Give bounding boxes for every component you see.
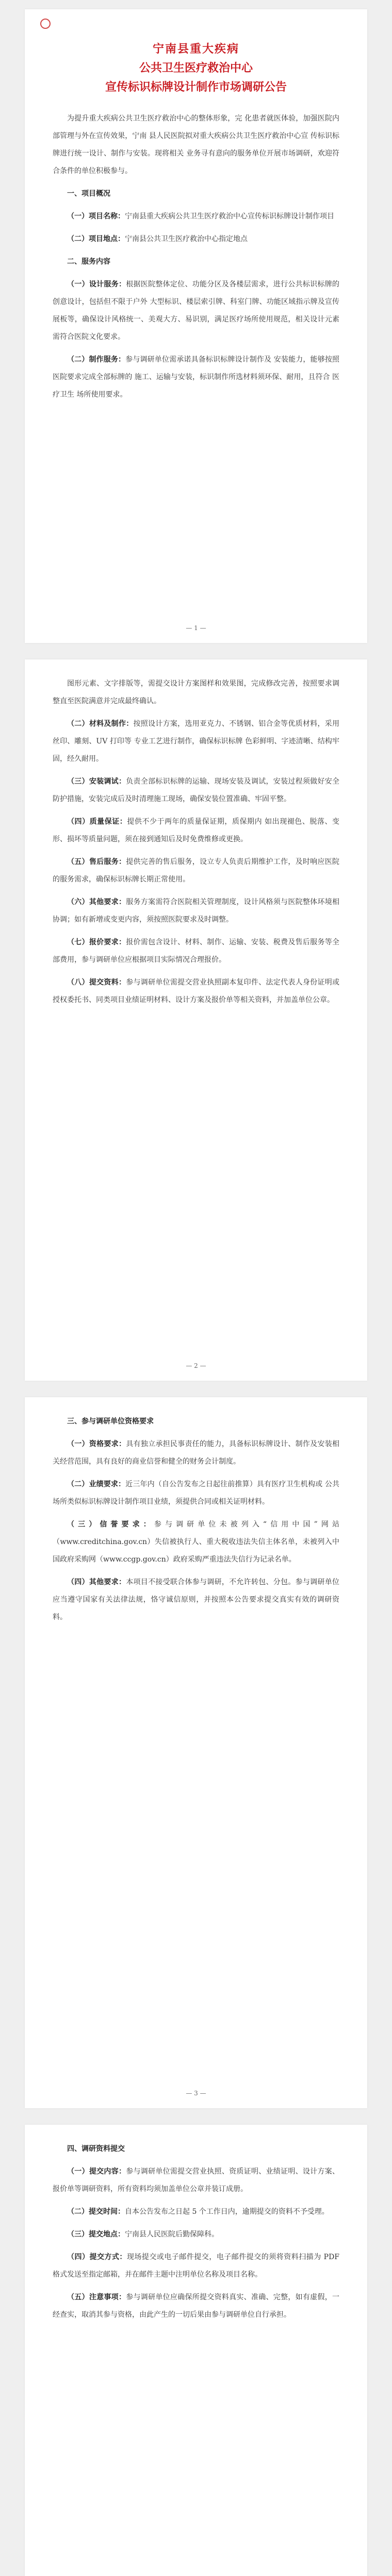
paragraph-text: 一、项目概况 xyxy=(67,190,110,198)
paragraph-lead: （五）注意事项： xyxy=(67,2293,126,2301)
document-page-3 xyxy=(25,1397,367,2108)
body-paragraph xyxy=(53,893,339,928)
page-title-line2: 公共卫生医疗救治中心 xyxy=(139,61,253,75)
paragraph-lead: （二）材料及制作： xyxy=(67,720,134,728)
paragraph-text: 提供不少于两年的质量保证期，质保期内 如出现褪色、脱落、变形、损坏等质量问题，须在接到通知后及时免费维修或更换。 xyxy=(53,818,339,843)
body-paragraph xyxy=(53,773,339,808)
body-paragraph xyxy=(53,974,339,1009)
paragraph-text: 宁南县重大疾病公共卫生医疗救治中心宣传标识标牌设计制作项目 xyxy=(125,212,334,221)
page-title-line3: 宣传标识标牌设计制作市场调研公告 xyxy=(105,80,287,94)
body-paragraph xyxy=(53,715,339,768)
paragraph-text: 提供完善的售后服务，设立专人负责后期维护工作，及时响应医院的服务需求，确保标识标牌长期正常使用。 xyxy=(53,858,340,884)
paragraph-lead: （三）信誉要求： xyxy=(67,1520,154,1529)
paragraph-lead: （一）项目名称： xyxy=(67,212,125,221)
page-3-content xyxy=(53,1413,339,1626)
document-page-1 xyxy=(25,9,367,643)
body-paragraph xyxy=(53,2203,339,2221)
document-page-2 xyxy=(25,659,367,1381)
paragraph-text: 参与调研单位需提交营业执照、资质证明、业绩证明、设计方案、报价单等调研资料，所有资料均须加盖单位公章并装订成册。 xyxy=(53,2167,340,2193)
body-paragraph xyxy=(53,1573,339,1626)
body-paragraph xyxy=(53,813,339,848)
paragraph-lead: （四）其他要求： xyxy=(67,1578,126,1586)
paragraph-text: 服务方案需符合医院相关管理制度，设计风格须与医院整体环境相协调；如有新增或变更内容，须按照医院要求及时调整。 xyxy=(53,898,340,924)
page-number: — 1 — xyxy=(186,624,206,632)
page-1-content xyxy=(53,110,339,403)
body-paragraph xyxy=(53,1476,339,1511)
page-number: — 2 — xyxy=(186,1362,206,1369)
page-2-content xyxy=(53,675,339,1009)
paragraph-text: 参与调研单位应确保所提交资料真实、准确、完整，如有虚假，一经查实，取消其参与资格，由此产生的一切后果由参与调研单位自行承担。 xyxy=(53,2293,340,2319)
paragraph-lead: （五）售后服务： xyxy=(67,858,126,866)
paragraph-lead: （四）质量保证： xyxy=(67,818,127,826)
paragraph-text: 负责全部标识标牌的运输、现场安装及调试，安装过程须做好安全防护措施，安装完成后及时清理施工现场，确保安装位置准确、牢固平整。 xyxy=(53,777,340,803)
paragraph-lead: （六）其他要求： xyxy=(67,898,126,906)
paragraph-lead: （一）提交内容： xyxy=(67,2167,126,2176)
paragraph-lead: （二）制作服务： xyxy=(67,355,126,364)
paragraph-text: 二、服务内容 xyxy=(67,258,110,266)
paragraph-text: 自本公告发布之日起 5 个工作日内，逾期提交的资料不予受理。 xyxy=(125,2208,329,2216)
body-paragraph xyxy=(53,1516,339,1568)
paragraph-text: 宁南县公共卫生医疗救治中心指定地点 xyxy=(125,235,248,243)
body-paragraph xyxy=(53,853,339,888)
paragraph-lead: （七）报价要求： xyxy=(67,938,126,946)
paragraph-lead: （一）资格要求： xyxy=(67,1440,126,1448)
paragraph-lead: （二）业绩要求： xyxy=(67,1480,126,1488)
paragraph-text: 本项目不接受联合体参与调研，不允许转包、分包。参与调研单位应当遵守国家有关法律法规，恪守诚信原则，并按照本公告要求提交真实有效的调研资料。 xyxy=(53,1578,340,1621)
document-page-4 xyxy=(25,2125,367,2576)
body-paragraph xyxy=(53,230,339,248)
paragraph-text: 四、调研资料提交 xyxy=(67,2145,125,2153)
section-heading xyxy=(53,185,339,202)
paragraph-text: 具有独立承担民事责任的能力，具备标识标牌设计、制作及安装相关经营范围，具有良好的商业信誉和健全的财务会计制度。 xyxy=(53,1440,340,1466)
paragraph-lead: （八）提交资料： xyxy=(67,978,126,987)
page-title-line1: 宁南县重大疾病 xyxy=(152,42,239,56)
paragraph-text: 图形元素、文字排版等，需提交设计方案图样和效果图，完成修改完善，按照要求调整直至医院满意并完成最终确认。 xyxy=(53,680,339,705)
body-paragraph xyxy=(53,1435,339,1470)
paragraph-text: 三、参与调研单位资格要求 xyxy=(67,1417,154,1426)
paragraph-text: 为提升重大疾病公共卫生医疗救治中心的整体形象，完 化患者就医体验，加强医院内部管理与外在宣传效果，宁南 县人民医院拟对重大疾病公共卫生医疗救治中心宣 传标识标牌进行统一设计、制作与安装。现将相关 业务寻有意向的服务单位开展市场调研，欢迎符合条件的单位积极参与。 xyxy=(53,114,339,175)
body-paragraph xyxy=(53,2289,339,2324)
body-paragraph xyxy=(53,934,339,969)
body-paragraph xyxy=(53,351,339,403)
paragraph-text: 近三年内（自公告发布之日起往前推算）具有医疗卫生机构或 公共场所类似标识标牌设计制作项目业绩，须提供合同或相关证明材料。 xyxy=(53,1480,339,1506)
body-paragraph xyxy=(53,110,339,180)
section-heading xyxy=(53,2140,339,2158)
section-heading xyxy=(53,1413,339,1430)
body-paragraph xyxy=(53,2248,339,2283)
paragraph-text: 参与调研单位需承诺具备标识标牌设计制作及 安装能力，能够按照医院要求完成全部标牌的 施工、运输与安装，标识制作所选材料须环保、耐用，且符合 医疗卫生 场所使用要求。 xyxy=(53,355,339,399)
page-number: — 3 — xyxy=(186,2090,206,2097)
page-4-content xyxy=(53,2140,339,2324)
paragraph-text: 现场提交或电子邮件提交，电子邮件提交的须将资料扫描为 PDF 格式发送至指定邮箱，并在邮件主题中注明单位名称及项目名称。 xyxy=(53,2253,340,2279)
paragraph-text: 参与调研单位需提交营业执照副本复印件、法定代表人身份证明或授权委托书、同类项目业绩证明材料、设计方案及报价单等相关资料，并加盖单位公章。 xyxy=(53,978,340,1004)
body-paragraph xyxy=(53,2226,339,2243)
paragraph-lead: （三）提交地点： xyxy=(67,2230,125,2239)
body-paragraph xyxy=(53,276,339,346)
paragraph-lead: （三）安装调试： xyxy=(67,777,126,786)
paragraph-text: 按照设计方案，选用亚克力、不锈钢、铝合金等优质材料，采用丝印、雕刻、UV 打印等 专业工艺进行制作，确保标识标牌 色彩鲜明、字迹清晰、结构牢固，经久耐用。 xyxy=(53,720,339,763)
paragraph-text: 根据医院整体定位、功能分区及各楼层需求，进行公共标识标牌的创意设计，包括但不限于户外 大型标识、楼层索引牌、科室门牌、功能区域指示牌及宣传展板等，确保设计风格统一、美观大方、易识别，满足医疗场所使用规范，相关设计元素需符合医院文化要求。 xyxy=(53,280,340,341)
section-heading xyxy=(53,253,339,270)
paragraph-text: 报价需包含设计、材料、制作、运输、安装、税费及售后服务等全部费用，参与调研单位应根据项目实际情况合理报价。 xyxy=(53,938,340,964)
body-paragraph xyxy=(53,2163,339,2198)
paragraph-text: 参与调研单位未被列入“信用中国”网站（www.creditchina.gov.cn）失信被执行人、重大税收违法失信主体名单，未被列入中国政府采购网（www.ccgp.gov.cn）政府采购严重违法失信行为记录名单。 xyxy=(53,1520,339,1564)
seal-icon xyxy=(40,19,51,29)
body-paragraph xyxy=(53,675,339,710)
paragraph-lead: （一）设计服务： xyxy=(67,280,126,289)
paragraph-lead: （二）提交时间： xyxy=(67,2208,125,2216)
paragraph-lead: （四）提交方式： xyxy=(67,2253,127,2261)
paragraph-text: 宁南县人民医院后勤保障科。 xyxy=(125,2230,219,2239)
body-paragraph xyxy=(53,208,339,225)
paragraph-lead: （二）项目地点： xyxy=(67,235,125,243)
